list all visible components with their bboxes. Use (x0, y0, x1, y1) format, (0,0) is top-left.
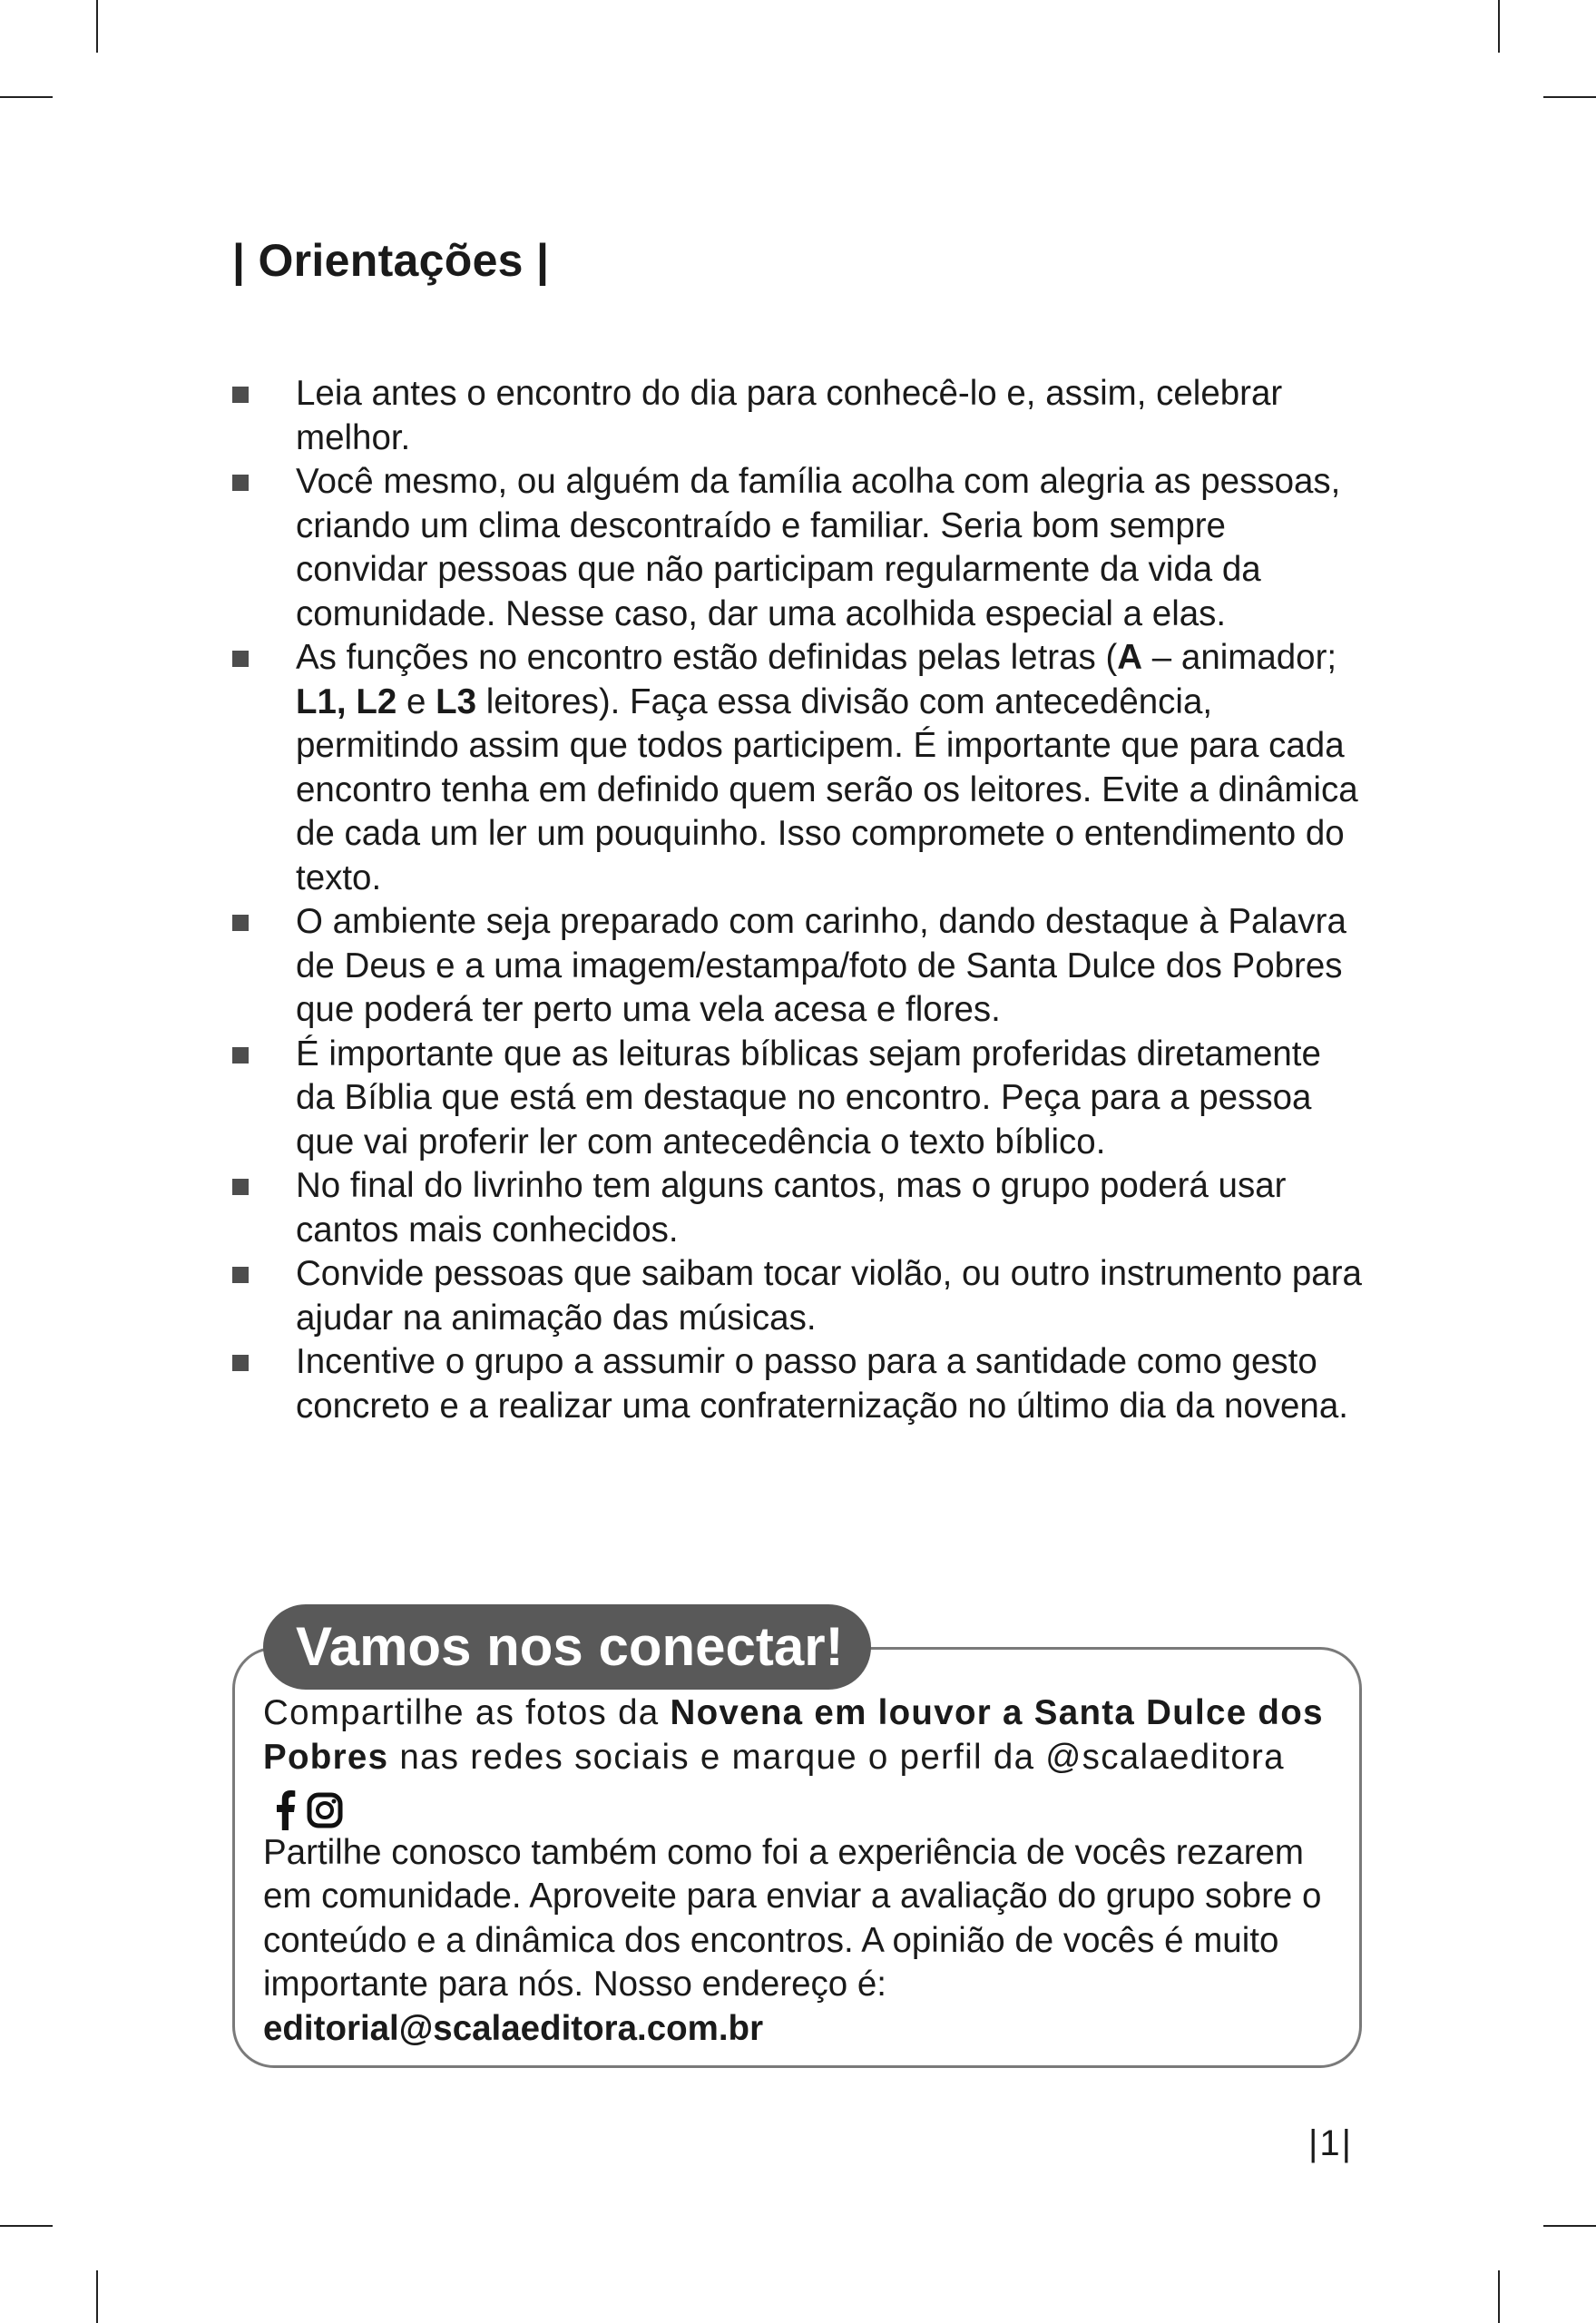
square-bullet-icon (232, 1179, 249, 1195)
guideline-text-part: leitores). Faça essa divisão com antecedência, permitindo assim que todos participem. É importante que para cada encontro tenha em definido quem serão os leitores. Evite a dinâmica de cada um ler um pouquinho. Isso compromete o entendimento do texto. (296, 681, 1358, 897)
crop-mark (96, 0, 98, 53)
list-item (232, 372, 1366, 460)
list-item (232, 460, 1366, 636)
role-reader-letters: L1, L2 (296, 681, 397, 721)
square-bullet-icon (232, 915, 249, 931)
share-text: Compartilhe as fotos da (263, 1693, 671, 1732)
list-item (232, 900, 1366, 1033)
guideline-text: Convide pessoas que saibam tocar violão, ou outro instrumento para ajudar na animação das músicas. (296, 1254, 1362, 1338)
social-icons (274, 1787, 343, 1831)
crop-mark (96, 2270, 98, 2323)
guideline-text-part: As funções no encontro estão definidas pelas letras ( (296, 638, 1118, 677)
role-reader-letter: L3 (436, 681, 477, 721)
guideline-text: Incentive o grupo a assumir o passo para a santidade como gesto concreto e a realizar uma confraternização no último dia da novena. (296, 1342, 1348, 1426)
email-link[interactable]: editorial@scalaeditora.com.br (263, 2008, 764, 2048)
crop-mark (1498, 2270, 1500, 2323)
crop-mark (0, 96, 53, 98)
crop-mark (1543, 2225, 1596, 2227)
crop-mark (0, 2225, 53, 2227)
square-bullet-icon (232, 651, 249, 667)
guideline-text-part: – animador; (1142, 638, 1337, 677)
guideline-text-part: e (397, 681, 436, 721)
role-animator-letter: A (1117, 638, 1143, 677)
list-item (232, 1340, 1366, 1428)
square-bullet-icon (232, 475, 249, 491)
square-bullet-icon (232, 1355, 249, 1371)
list-item (232, 636, 1366, 900)
square-bullet-icon (232, 1267, 249, 1283)
guidelines-list (232, 372, 1366, 1428)
connect-title: Vamos nos conectar! (263, 1604, 871, 1690)
crop-mark (1498, 0, 1500, 53)
novena-title: Novena em louvor a Santa Dulce dos Pobres (263, 1693, 1324, 1777)
share-paragraph (263, 1691, 1347, 1831)
facebook-icon[interactable] (274, 1790, 296, 1830)
share-text: nas redes sociais e marque o perfil da @scalaeditora (388, 1737, 1285, 1777)
list-item (232, 1033, 1366, 1165)
square-bullet-icon (232, 1047, 249, 1063)
list-item (232, 1252, 1366, 1340)
guideline-text: Você mesmo, ou alguém da família acolha com alegria as pessoas, criando um clima descontraído e familiar. Seria bom sempre convidar pessoas que não participam regularmente da vida da comunidade. Nesse caso, dar uma acolhida especial a elas. (296, 462, 1341, 633)
crop-mark (1543, 96, 1596, 98)
square-bullet-icon (232, 387, 249, 403)
connect-body (263, 1691, 1347, 2051)
guideline-text (296, 636, 1366, 900)
guideline-text: O ambiente seja preparado com carinho, dando destaque à Palavra de Deus e a uma imagem/estampa/foto de Santa Dulce dos Pobres que poderá ter perto uma vela acesa e flores. (296, 902, 1346, 1029)
guideline-text: Leia antes o encontro do dia para conhecê-lo e, assim, celebrar melhor. (296, 374, 1283, 457)
guideline-text: No final do livrinho tem alguns cantos, mas o grupo poderá usar cantos mais conhecidos. (296, 1166, 1287, 1250)
instagram-icon[interactable] (307, 1792, 343, 1828)
feedback-text: Partilhe conosco também como foi a experiência de vocês rezarem em comunidade. Aproveite para enviar a avaliação do grupo sobre o conteúdo e a dinâmica dos encontros. A opinião de vocês é muito importante para nós. Nosso endereço é: (263, 1832, 1322, 2004)
list-item (232, 1164, 1366, 1252)
feedback-paragraph (263, 1831, 1347, 2052)
page-title: | Orientações | (232, 235, 550, 286)
page-number: |1| (1308, 2123, 1354, 2163)
guideline-text: É importante que as leituras bíblicas sejam proferidas diretamente da Bíblia que está em destaque no encontro. Peça para a pessoa que vai proferir ler com antecedência o texto bíblico. (296, 1034, 1321, 1162)
